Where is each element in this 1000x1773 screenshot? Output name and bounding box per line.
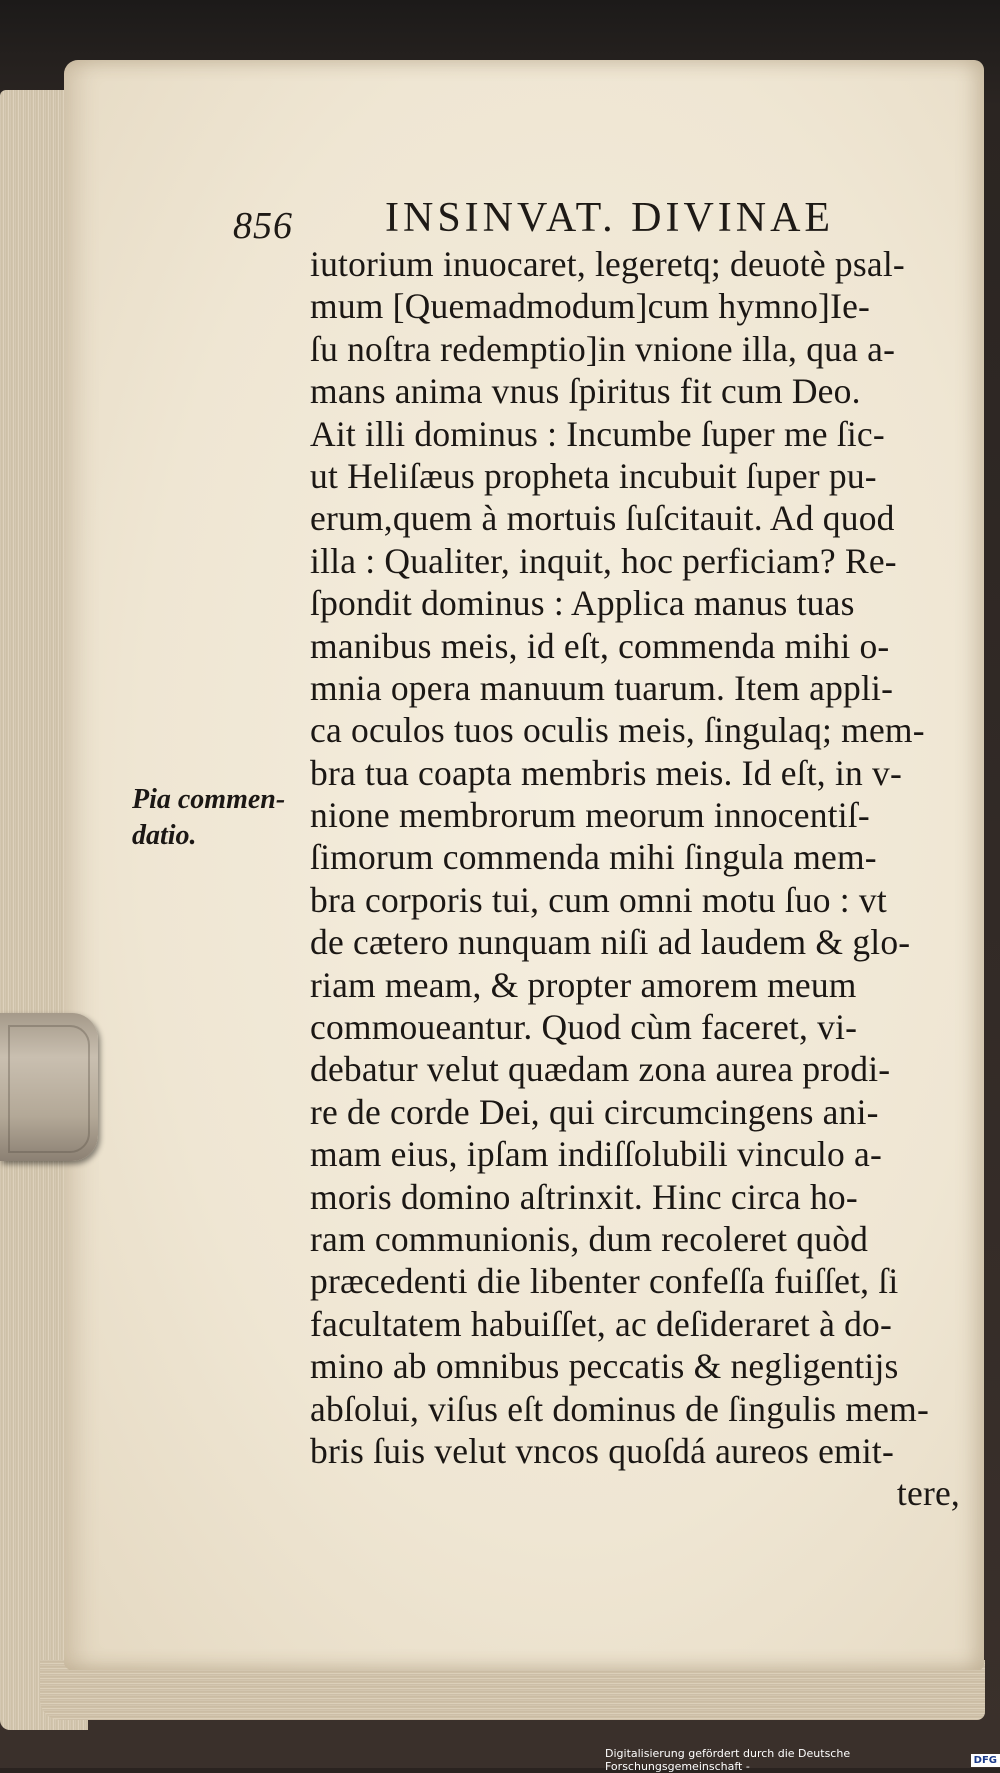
credit-text: Digitalisierung gefördert durch die Deutsche Forschungsgemeinschaft - <box>605 1747 851 1773</box>
catchword: tere, <box>896 1473 960 1514</box>
running-header <box>0 190 1000 250</box>
text-line: riam meam, & propter amorem meum <box>310 964 857 1005</box>
text-line: præcedenti die libenter confeſſa fuiſſet, ſi <box>310 1261 899 1302</box>
margin-note-line: datio. <box>132 820 197 851</box>
text-line: mnia opera manuum tuarum. Item appli- <box>310 667 894 708</box>
text-line: mino ab omnibus peccatis & negligentijs <box>310 1346 899 1387</box>
text-line: iutorium inuocaret, legeretq; deuotè psal- <box>310 244 905 284</box>
text-line: re de corde Dei, qui circumcingens ani- <box>310 1091 879 1132</box>
text-line: nione membrorum meorum innocentiſ- <box>310 795 870 836</box>
margin-note-line: Pia commen- <box>132 784 286 815</box>
text-line: bra corporis tui, cum omni motu ſuo : vt <box>310 879 887 920</box>
text-line: ſu noſtra redemptio]in vnione illa, qua a- <box>310 328 896 369</box>
body-text <box>310 243 970 1515</box>
text-line: Ait illi dominus : Incumbe ſuper me ſic- <box>310 413 885 454</box>
text-line: bra tua coapta membris meis. Id eſt, in v- <box>310 752 903 793</box>
text-line: mans anima vnus ſpiritus fit cum Deo. <box>310 371 861 412</box>
text-line: abſolui, viſus eſt dominus de ſingulis mem- <box>310 1388 929 1429</box>
text-line: debatur velut quædam zona aurea prodi- <box>310 1049 891 1090</box>
text-line: de cætero nunquam niſi ad laudem & glo- <box>310 922 911 963</box>
dfg-logo: DFG <box>971 1754 1000 1767</box>
text-line: ut Heliſæus propheta incubuit ſuper pu- <box>310 455 877 496</box>
book-clasp <box>0 1013 98 1161</box>
text-line: manibus meis, id eſt, commenda mihi o- <box>310 625 890 666</box>
text-line: moris domino aſtrinxit. Hinc circa ho- <box>310 1176 858 1217</box>
digitization-credit <box>605 1747 1000 1773</box>
text-line: commoueantur. Quod cùm faceret, vi- <box>310 1007 858 1048</box>
page-number: 856 <box>233 205 293 247</box>
text-line: ca oculos tuos oculis meis, ſingulaq; mem- <box>310 710 925 751</box>
text-line: mum [Quemadmodum]cum hymno]Ie- <box>310 286 871 327</box>
text-line: illa : Qualiter, inquit, hoc perficiam? Re- <box>310 540 897 581</box>
text-line: ram communionis, dum recoleret quòd <box>310 1218 869 1259</box>
text-line: ſpondit dominus : Applica manus tuas <box>310 583 855 624</box>
text-line: bris ſuis velut vncos quoſdá aureos emit- <box>310 1430 894 1471</box>
text-line: facultatem habuiſſet, ac deſideraret à do- <box>310 1303 893 1344</box>
margin-note <box>132 782 302 854</box>
text-line: mam eius, ipſam indiſſolubili vinculo a- <box>310 1134 882 1175</box>
running-head: INSINVAT. DIVINAE <box>385 195 835 241</box>
text-line: erum,quem à mortuis ſuſcitauit. Ad quod <box>310 498 895 539</box>
text-line: ſimorum commenda mihi ſingula mem- <box>310 837 877 878</box>
book-clasp-inner <box>8 1025 90 1153</box>
